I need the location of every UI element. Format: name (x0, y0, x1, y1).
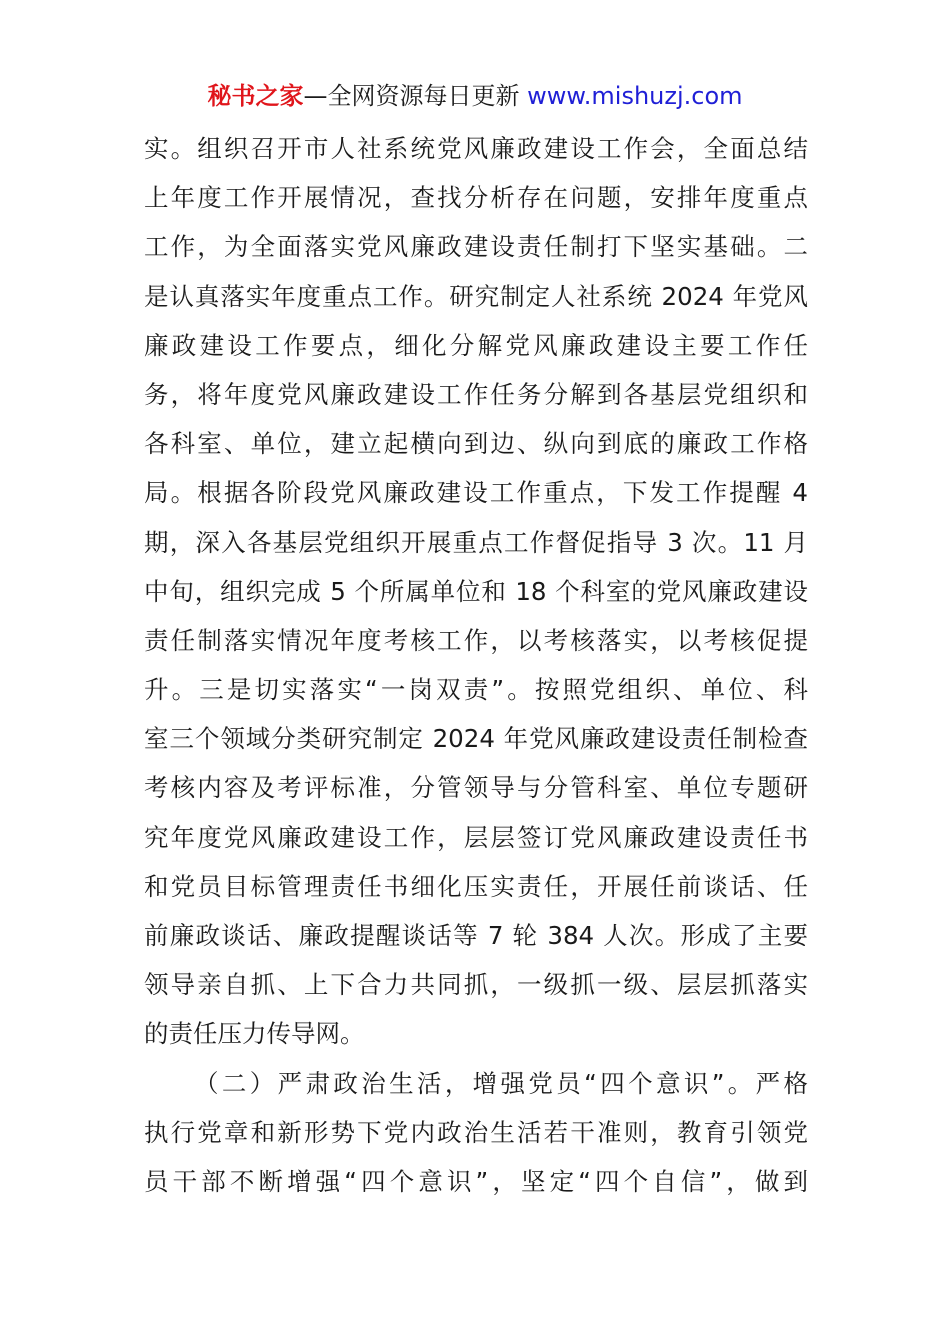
text-line: 工作，为全面落实党风廉政建设责任制打下坚实基础。二 (144, 232, 808, 262)
text-line: 务，将年度党风廉政建设工作任务分解到各基层党组织和 (144, 379, 808, 409)
text-line: 和党员目标管理责任书细化压实责任，开展任前谈话、任 (144, 871, 808, 901)
header-tagline: —全网资源每日更新 (303, 82, 528, 110)
text-line: 实。组织召开市人社系统党风廉政建设工作会，全面总结 (144, 134, 808, 163)
document-body (144, 124, 808, 1206)
text-line: 各科室、单位，建立起横向到边、纵向到底的廉政工作格 (144, 429, 808, 459)
text-line: 考核内容及考评标准，分管领导与分管科室、单位专题研 (144, 773, 808, 803)
text-line: 责任制落实情况年度考核工作，以考核落实，以考核促提 (144, 625, 808, 655)
text-line: 员干部不断增强“四个意识”，坚定“四个自信”，做到 (144, 1166, 808, 1196)
text-line: 究年度党风廉政建设工作，层层签订党风廉政建设责任书 (144, 822, 808, 852)
brand-name: 秘书之家 (207, 82, 304, 110)
text-line: 局。根据各阶段党风廉政建设工作重点，下发工作提醒 4 (144, 478, 808, 508)
text-line: 的责任压力传导网。 (144, 1019, 365, 1049)
text-line: 廉政建设工作要点，细化分解党风廉政建设主要工作任 (144, 330, 808, 360)
text-line: 期，深入各基层党组织开展重点工作督促指导 3 次。11 月 (144, 527, 808, 557)
text-line: 是认真落实年度重点工作。研究制定人社系统 2024 年党风 (144, 281, 808, 311)
site-header (0, 80, 950, 112)
text-line: 中旬，组织完成 5 个所属单位和 18 个科室的党风廉政建设 (144, 576, 808, 606)
text-line: 前廉政谈话、廉政提醒谈话等 7 轮 384 人次。形成了主要 (144, 921, 808, 950)
text-line: 上年度工作开展情况，查找分析存在问题，安排年度重点 (144, 183, 808, 213)
paragraph-2 (144, 1059, 808, 1207)
paragraph-1 (144, 124, 808, 1059)
text-line: 执行党章和新形势下党内政治生活若干准则，教育引领党 (144, 1117, 808, 1147)
site-url-link[interactable]: www.mishuzj.com (527, 82, 743, 110)
text-line: 领导亲自抓、上下合力共同抓，一级抓一级、层层抓落实 (144, 970, 808, 1000)
text-line: 室三个领域分类研究制定 2024 年党风廉政建设责任制检查 (144, 724, 808, 754)
section-heading-line: （二）严肃政治生活，增强党员“四个意识”。严格 (194, 1068, 808, 1098)
text-line: 升。三是切实落实“一岗双责”。按照党组织、单位、科 (144, 675, 808, 705)
